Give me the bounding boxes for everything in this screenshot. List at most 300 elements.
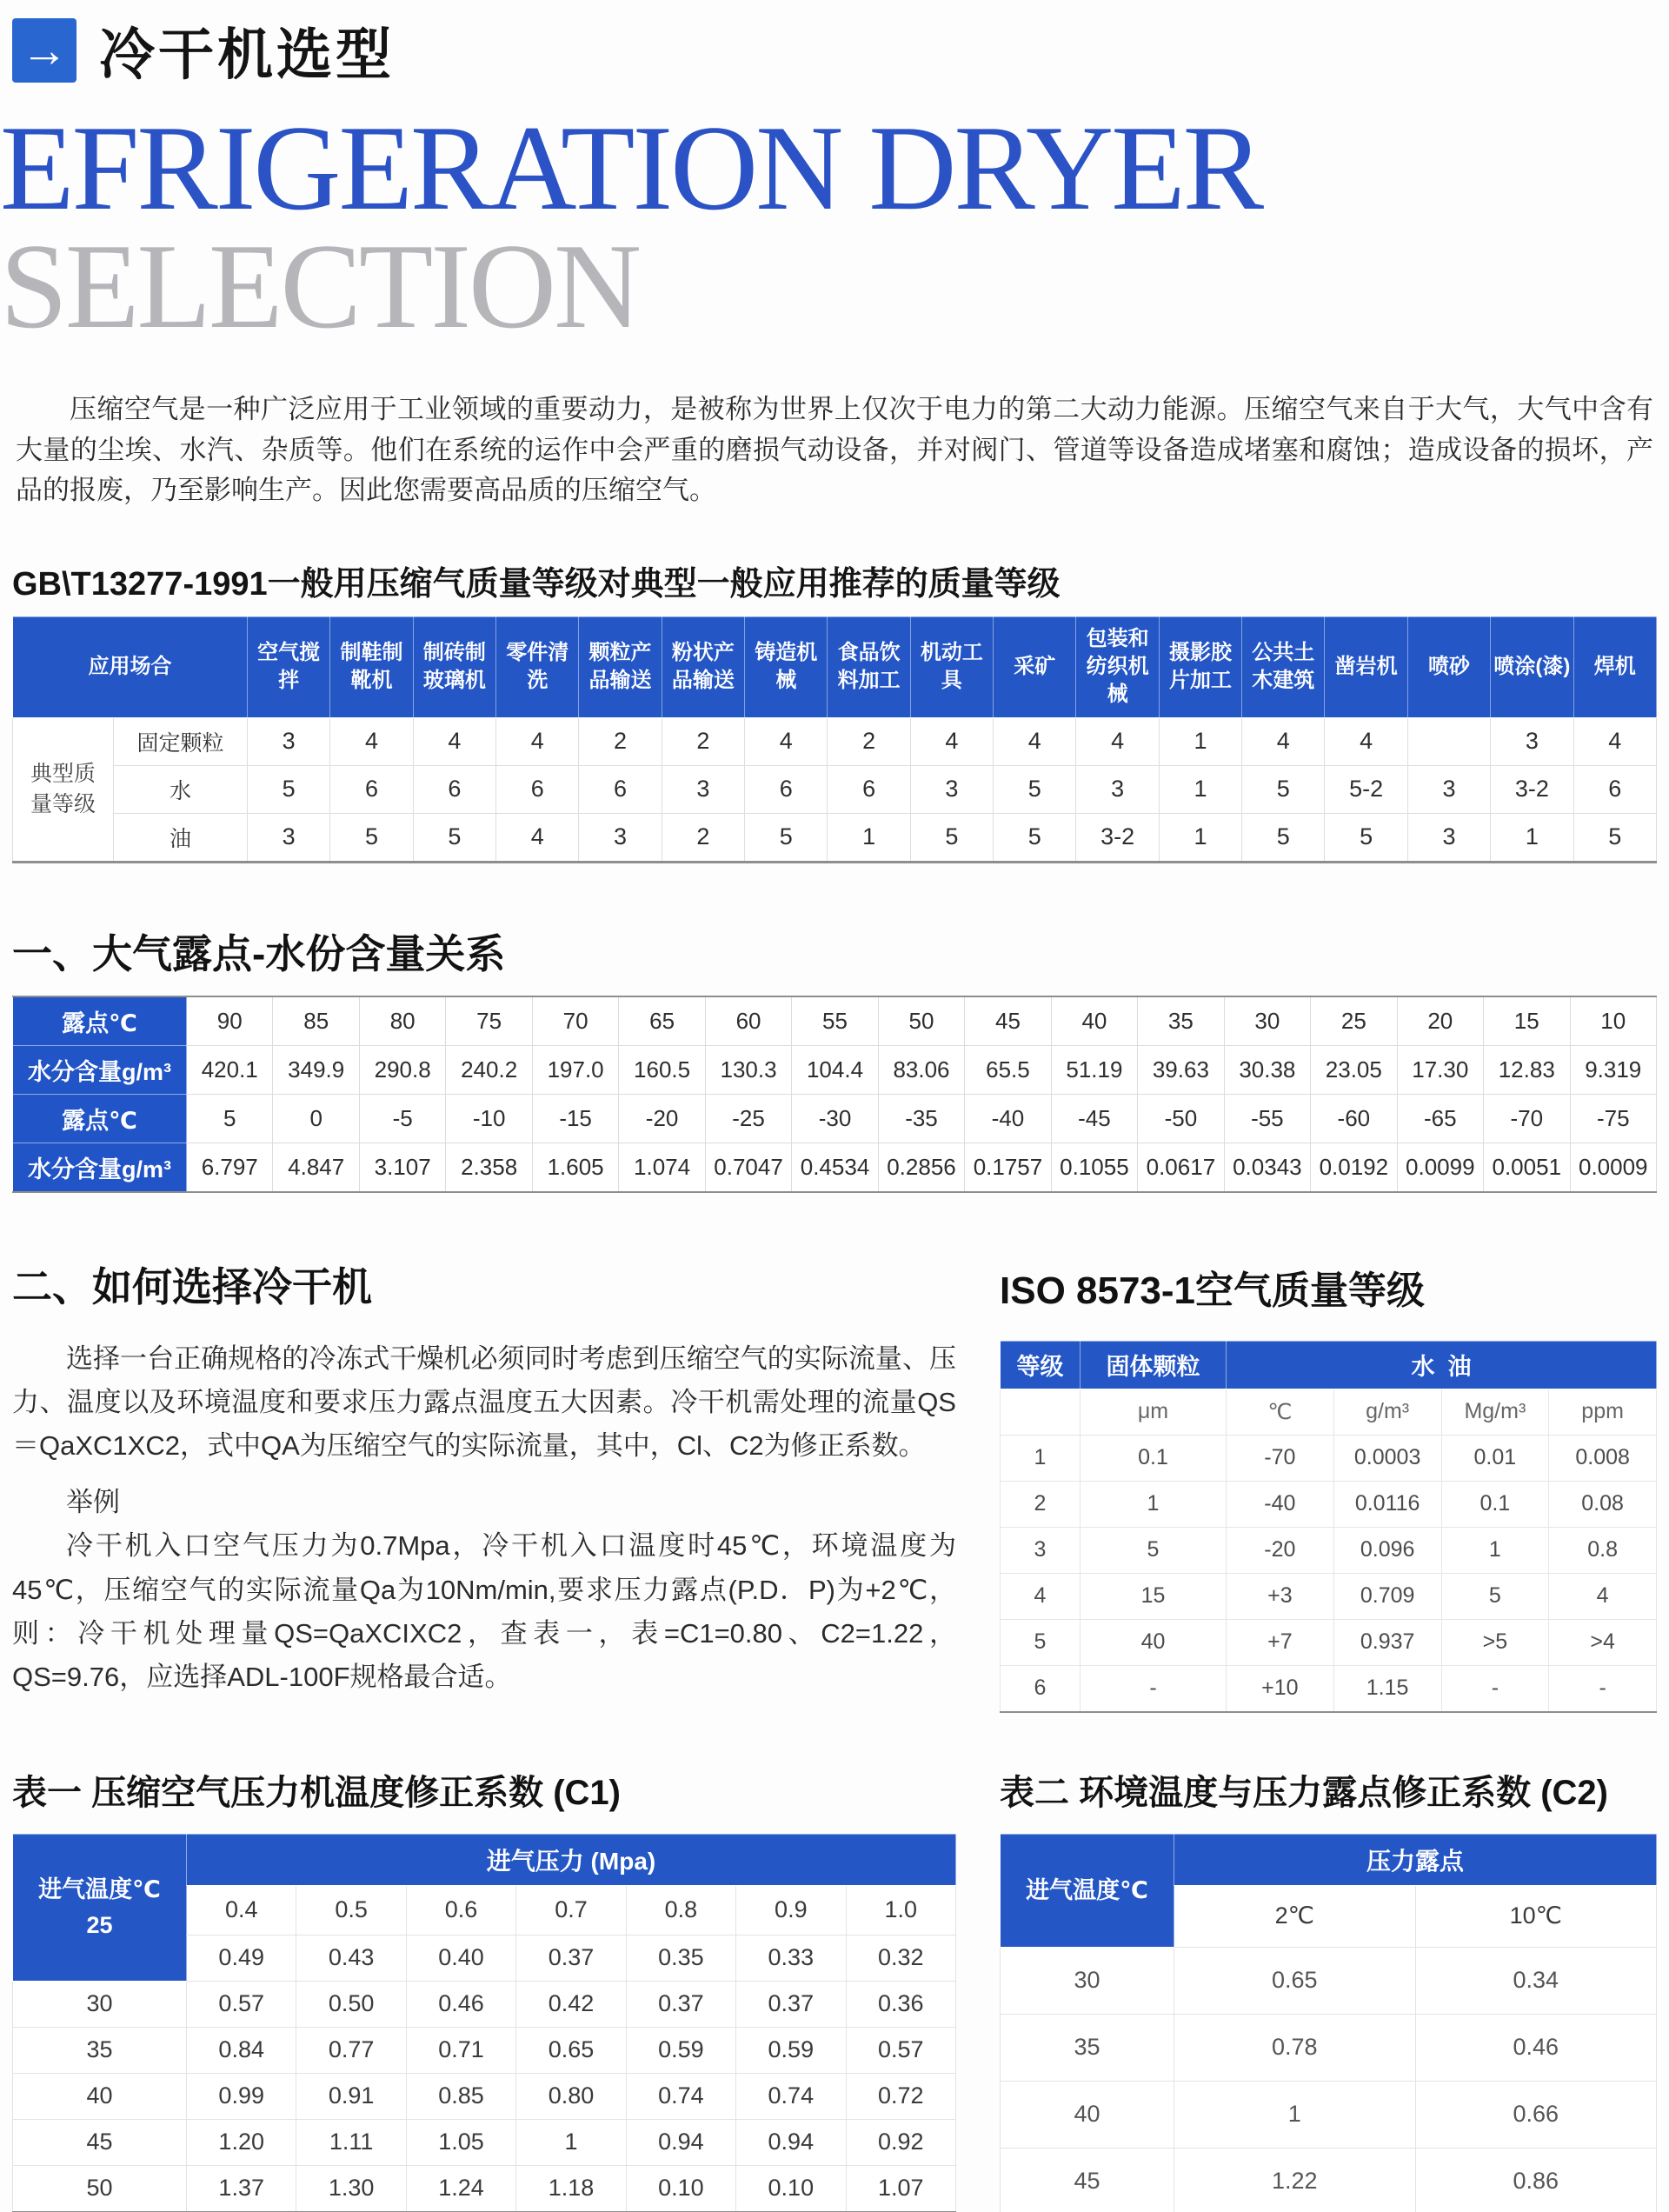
table-cell: -40 bbox=[965, 1094, 1051, 1143]
table-cell: 6 bbox=[330, 765, 413, 813]
table-cell: 0.91 bbox=[296, 2073, 406, 2119]
iso-section bbox=[1000, 1256, 1657, 1713]
t2-row-label: 35 bbox=[1001, 2014, 1174, 2081]
table-cell: >4 bbox=[1549, 1619, 1657, 1665]
table-cell: 5 bbox=[1242, 765, 1325, 813]
table-cell: 0.937 bbox=[1333, 1619, 1441, 1665]
gb-group-label: 典型质量等级 bbox=[13, 717, 114, 862]
table-cell: 90 bbox=[187, 996, 273, 1046]
table-cell: 1.07 bbox=[846, 2165, 955, 2212]
table-cell: 0.85 bbox=[406, 2073, 515, 2119]
table-cell: 0.10 bbox=[626, 2165, 735, 2212]
t2-corner-header: 进气温度℃ bbox=[1001, 1834, 1174, 1947]
table-cell: 0.46 bbox=[1415, 2014, 1657, 2081]
table-cell: 349.9 bbox=[273, 1045, 359, 1094]
table-cell: 3 bbox=[1491, 717, 1573, 765]
t2-row-label: 45 bbox=[1001, 2148, 1174, 2212]
middle-columns bbox=[12, 1256, 1657, 1713]
table-cell: 4 bbox=[1001, 1573, 1081, 1619]
table-cell: -10 bbox=[446, 1094, 532, 1143]
intro-paragraph: 压缩空气是一种广泛应用于工业领域的重要动力，是被称为世界上仅次于电力的第二大动力能源。压缩空气来自于大气，大气中含有大量的尘埃、水汽、杂质等。他们在系统的运作中会严重的磨损气动设备，并对阀门、管道等设备造成堵塞和腐蚀；造成设备的损坏，产品的报废，乃至影响生产。因此您需要高品质的压缩空气。 bbox=[16, 394, 1653, 505]
table-cell: 0.77 bbox=[296, 2027, 406, 2073]
gb-section-title: GB\T13277-1991一般用压缩气质量等级对典型一般应用推荐的质量等级 bbox=[12, 565, 1061, 603]
iso-row bbox=[1001, 1527, 1657, 1573]
table-cell: -70 bbox=[1484, 1094, 1570, 1143]
table-cell: 10 bbox=[1570, 996, 1657, 1046]
page-header bbox=[12, 10, 1657, 90]
gb-column-header: 铸造机械 bbox=[745, 616, 828, 717]
how-to-select-section bbox=[12, 1256, 956, 1700]
t1-row-label: 50 bbox=[13, 2165, 187, 2212]
table-cell: 3 bbox=[248, 717, 330, 765]
table-cell: 1.05 bbox=[406, 2119, 515, 2165]
gb-column-header: 公共土木建筑 bbox=[1242, 616, 1325, 717]
table-cell: 5 bbox=[1441, 1573, 1549, 1619]
table-cell: 6 bbox=[745, 765, 828, 813]
table-cell: 0.99 bbox=[187, 2073, 296, 2119]
gb-column-header: 喷涂(漆) bbox=[1491, 616, 1573, 717]
table-cell: 1.18 bbox=[516, 2165, 626, 2212]
t1-row-label: 30 bbox=[13, 1981, 187, 2027]
table-cell: 0.1 bbox=[1081, 1435, 1227, 1481]
table-cell: -25 bbox=[705, 1094, 791, 1143]
table-cell: 5 bbox=[330, 813, 413, 862]
gb-column-header: 粉状产品输送 bbox=[662, 616, 744, 717]
table-cell: 60 bbox=[705, 996, 791, 1046]
table-cell: 3 bbox=[248, 813, 330, 862]
table-cell: 0.8 bbox=[1549, 1527, 1657, 1573]
table-cell: -20 bbox=[1227, 1527, 1334, 1573]
c1-correction-table bbox=[12, 1834, 956, 2212]
table-cell: 4 bbox=[496, 717, 579, 765]
table-cell: -45 bbox=[1051, 1094, 1137, 1143]
gb-column-header: 空气搅拌 bbox=[248, 616, 330, 717]
table-cell: 104.4 bbox=[792, 1045, 878, 1094]
t1-row bbox=[13, 2119, 956, 2165]
table-cell: 5 bbox=[1573, 813, 1657, 862]
table-cell: 65.5 bbox=[965, 1045, 1051, 1094]
table-cell: >5 bbox=[1441, 1619, 1549, 1665]
gb-column-header: 摄影胶片加工 bbox=[1159, 616, 1241, 717]
table-cell: 0.65 bbox=[1174, 1947, 1416, 2014]
iso-unit-cell: μm bbox=[1081, 1389, 1227, 1435]
table-cell: 3 bbox=[579, 813, 662, 862]
table-cell: -15 bbox=[532, 1094, 618, 1143]
t2-body bbox=[1001, 1947, 1657, 2212]
page-title: 冷干机选型 bbox=[99, 23, 395, 86]
gb-corner-header: 应用场合 bbox=[13, 616, 248, 717]
iso-row bbox=[1001, 1481, 1657, 1527]
table-cell: 0.7047 bbox=[705, 1143, 791, 1192]
table-cell: -35 bbox=[878, 1094, 964, 1143]
table-cell: 4 bbox=[330, 717, 413, 765]
table-cell: 160.5 bbox=[619, 1045, 705, 1094]
table-cell: 4 bbox=[745, 717, 828, 765]
t1-body bbox=[13, 1981, 956, 2212]
table-cell: 0.57 bbox=[187, 1981, 296, 2027]
table-cell: 1 bbox=[1001, 1435, 1081, 1481]
table-cell: 4 bbox=[1549, 1573, 1657, 1619]
gb-row-label: 油 bbox=[114, 813, 248, 862]
table-cell: 1 bbox=[1159, 717, 1241, 765]
table1-title: 表一 压缩空气压力机温度修正系数 (C1) bbox=[12, 1773, 621, 1812]
dew-row-label: 露点℃ bbox=[13, 1094, 187, 1143]
table-cell: 1 bbox=[1159, 765, 1241, 813]
gb-column-header: 机动工具 bbox=[910, 616, 993, 717]
table-cell: 0.0617 bbox=[1138, 1143, 1224, 1192]
table-cell: - bbox=[1441, 1665, 1549, 1712]
t2-row-label: 30 bbox=[1001, 1947, 1174, 2014]
t1-pressure-cell: 0.9 bbox=[736, 1885, 846, 1935]
iso-unit-cell: Mg/m³ bbox=[1441, 1389, 1549, 1435]
table-cell: 1.24 bbox=[406, 2165, 515, 2212]
table-cell: 0.0009 bbox=[1570, 1143, 1657, 1192]
gb-body bbox=[13, 717, 1657, 862]
table-cell: 0.65 bbox=[516, 2027, 626, 2073]
gb-row bbox=[13, 717, 1657, 765]
table-cell: 6 bbox=[579, 765, 662, 813]
t1-pressure-cell: 0.7 bbox=[516, 1885, 626, 1935]
table-cell: 0.32 bbox=[846, 1935, 955, 1981]
table-cell: 0.37 bbox=[736, 1981, 846, 2027]
t2-row bbox=[1001, 1947, 1657, 2014]
t1-pressure-cell: 0.8 bbox=[626, 1885, 735, 1935]
t2-dew-header: 压力露点 bbox=[1174, 1834, 1657, 1885]
table-cell: -5 bbox=[359, 1094, 445, 1143]
t1-pressure-cell: 0.6 bbox=[406, 1885, 515, 1935]
table-cell: 1 bbox=[1174, 2081, 1416, 2148]
iso-header-row bbox=[1001, 1341, 1657, 1389]
section2-paragraph-1: 选择一台正确规格的冷冻式干燥机必须同时考虑到压缩空气的实际流量、压力、温度以及环境温度和要求压力露点温度五大因素。冷干机需处理的流量QS＝QaXC1XC2，式中QA为压缩空气的实际流量，其中，Cl、C2为修正系数。 bbox=[12, 1343, 956, 1462]
table-cell: +10 bbox=[1227, 1665, 1334, 1712]
table-cell: 6.797 bbox=[187, 1143, 273, 1192]
table-cell: 4 bbox=[413, 717, 495, 765]
table-cell: 51.19 bbox=[1051, 1045, 1137, 1094]
table-cell: 0.1 bbox=[1441, 1481, 1549, 1527]
table-cell: 2 bbox=[662, 813, 744, 862]
dew-row-label: 水分含量g/m³ bbox=[13, 1045, 187, 1094]
gb-header-row bbox=[13, 616, 1657, 717]
table-cell: 15 bbox=[1081, 1573, 1227, 1619]
table-cell: 290.8 bbox=[359, 1045, 445, 1094]
dew-row-label: 露点℃ bbox=[13, 996, 187, 1046]
table-cell: 5 bbox=[994, 813, 1076, 862]
iso-grade-header: 等级 bbox=[1001, 1341, 1081, 1389]
table-cell: 1.20 bbox=[187, 2119, 296, 2165]
table-cell: 1.37 bbox=[187, 2165, 296, 2212]
table-cell: 35 bbox=[1138, 996, 1224, 1046]
table-cell: 6 bbox=[496, 765, 579, 813]
table-cell: -40 bbox=[1227, 1481, 1334, 1527]
table-cell: 5 bbox=[994, 765, 1076, 813]
table-cell: 0.84 bbox=[187, 2027, 296, 2073]
t2-row bbox=[1001, 2014, 1657, 2081]
table-cell: 6 bbox=[828, 765, 910, 813]
table-cell: 0.1055 bbox=[1051, 1143, 1137, 1192]
t1-corner-header bbox=[13, 1834, 187, 1981]
t1-pressure-cell: 0.5 bbox=[296, 1885, 406, 1935]
table-cell: 4 bbox=[1242, 717, 1325, 765]
table-cell: 197.0 bbox=[532, 1045, 618, 1094]
table-cell: -30 bbox=[792, 1094, 878, 1143]
table-cell: 3 bbox=[910, 765, 993, 813]
table-cell: 3 bbox=[1407, 813, 1490, 862]
iso-title: ISO 8573-1空气质量等级 bbox=[1000, 1269, 1426, 1312]
table-cell: 55 bbox=[792, 996, 878, 1046]
table-cell: 3 bbox=[1001, 1527, 1081, 1573]
gb-column-header: 喷砂 bbox=[1407, 616, 1490, 717]
table-cell: 0.008 bbox=[1549, 1435, 1657, 1481]
table-cell: 70 bbox=[532, 996, 618, 1046]
table-cell: +3 bbox=[1227, 1573, 1334, 1619]
section2-title: 二、如何选择冷干机 bbox=[12, 1263, 372, 1309]
t1-pressure-cell: 0.4 bbox=[187, 1885, 296, 1935]
table-cell: 0.50 bbox=[296, 1981, 406, 2027]
table-cell: 0.37 bbox=[516, 1935, 626, 1981]
table-cell: 5 bbox=[1325, 813, 1407, 862]
table-cell: -70 bbox=[1227, 1435, 1334, 1481]
dew-row bbox=[13, 1094, 1657, 1143]
table-cell: 30 bbox=[1224, 996, 1310, 1046]
table-cell: 0.4534 bbox=[792, 1143, 878, 1192]
table-cell: 4 bbox=[496, 813, 579, 862]
gb-column-header: 零件清洗 bbox=[496, 616, 579, 717]
table-cell: 9.319 bbox=[1570, 1045, 1657, 1094]
table-cell: 1 bbox=[828, 813, 910, 862]
table-cell: 1.30 bbox=[296, 2165, 406, 2212]
table-cell: 5 bbox=[413, 813, 495, 862]
example-label: 举例 bbox=[66, 1487, 120, 1518]
dew-body bbox=[13, 996, 1657, 1192]
iso-body bbox=[1001, 1435, 1657, 1712]
table-cell: 0.709 bbox=[1333, 1573, 1441, 1619]
table-cell: 1 bbox=[1491, 813, 1573, 862]
iso-row bbox=[1001, 1435, 1657, 1481]
table-cell: 0.35 bbox=[626, 1935, 735, 1981]
iso-units-row bbox=[1001, 1389, 1657, 1435]
table-cell: 0.34 bbox=[1415, 1947, 1657, 2014]
table-cell: - bbox=[1081, 1665, 1227, 1712]
table-cell: 0 bbox=[273, 1094, 359, 1143]
table-cell: 5 bbox=[187, 1094, 273, 1143]
big-subtitle-en: SELECTION bbox=[0, 219, 640, 354]
iso-solid-header: 固体颗粒 bbox=[1081, 1341, 1227, 1389]
t1-row-label: 35 bbox=[13, 2027, 187, 2073]
table-cell: 45 bbox=[965, 996, 1051, 1046]
big-title-en: EFRIGERATION DRYER bbox=[0, 101, 1262, 236]
table-cell: -50 bbox=[1138, 1094, 1224, 1143]
dew-point-table bbox=[12, 996, 1657, 1193]
t2-header-row bbox=[1001, 1834, 1657, 1885]
table-cell: 0.71 bbox=[406, 2027, 515, 2073]
table-cell: 1 bbox=[1159, 813, 1241, 862]
table-cell: 0.72 bbox=[846, 2073, 955, 2119]
table-cell: 0.46 bbox=[406, 1981, 515, 2027]
table-cell: 1.15 bbox=[1333, 1665, 1441, 1712]
table-cell: 40 bbox=[1051, 996, 1137, 1046]
table-cell: 85 bbox=[273, 996, 359, 1046]
iso-water-oil-header: 水 油 bbox=[1227, 1341, 1657, 1389]
table-cell: 4 bbox=[994, 717, 1076, 765]
dew-row-label: 水分含量g/m³ bbox=[13, 1143, 187, 1192]
iso-unit-cell: ppm bbox=[1549, 1389, 1657, 1435]
table-cell: 40 bbox=[1081, 1619, 1227, 1665]
table-cell: 1 bbox=[1081, 1481, 1227, 1527]
gb-column-header: 颗粒产品输送 bbox=[579, 616, 662, 717]
iso-quality-table bbox=[1000, 1341, 1657, 1713]
table-cell: -75 bbox=[1570, 1094, 1657, 1143]
table-cell: 3 bbox=[1076, 765, 1159, 813]
gb-column-header: 凿岩机 bbox=[1325, 616, 1407, 717]
table-cell: 4 bbox=[1325, 717, 1407, 765]
table-cell: 3-2 bbox=[1491, 765, 1573, 813]
table-cell: 420.1 bbox=[187, 1045, 273, 1094]
table-cell: 12.83 bbox=[1484, 1045, 1570, 1094]
table-cell: 5 bbox=[910, 813, 993, 862]
table-cell: 1.11 bbox=[296, 2119, 406, 2165]
gb-row bbox=[13, 813, 1657, 862]
t2-dew-cell: 10℃ bbox=[1415, 1885, 1657, 1947]
table-cell: 0.59 bbox=[626, 2027, 735, 2073]
t1-corner-line1: 进气温度℃ bbox=[38, 1876, 161, 1903]
t2-dew-cell: 2℃ bbox=[1174, 1885, 1416, 1947]
dew-row bbox=[13, 996, 1657, 1046]
table-cell: 3 bbox=[662, 765, 744, 813]
table-cell: 25 bbox=[1311, 996, 1397, 1046]
table-cell: 3-2 bbox=[1076, 813, 1159, 862]
iso-unit-cell bbox=[1001, 1389, 1081, 1435]
table-cell: 240.2 bbox=[446, 1045, 532, 1094]
t2-row-label: 40 bbox=[1001, 2081, 1174, 2148]
table-cell: -20 bbox=[619, 1094, 705, 1143]
iso-row bbox=[1001, 1665, 1657, 1712]
table-cell: 0.94 bbox=[736, 2119, 846, 2165]
table-cell: 80 bbox=[359, 996, 445, 1046]
table-cell: 20 bbox=[1397, 996, 1483, 1046]
table-cell: 0.36 bbox=[846, 1981, 955, 2027]
table-cell: 15 bbox=[1484, 996, 1570, 1046]
table-cell: 0.59 bbox=[736, 2027, 846, 2073]
t1-header-row bbox=[13, 1834, 956, 1885]
gb-column-header: 制鞋制靴机 bbox=[330, 616, 413, 717]
iso-row bbox=[1001, 1619, 1657, 1665]
table-cell: 4 bbox=[910, 717, 993, 765]
t1-pressure-header: 进气压力 (Mpa) bbox=[187, 1834, 956, 1885]
table-cell: 0.2856 bbox=[878, 1143, 964, 1192]
t1-pressure-cell: 1.0 bbox=[846, 1885, 955, 1935]
table-cell: 0.0192 bbox=[1311, 1143, 1397, 1192]
table-cell: 3.107 bbox=[359, 1143, 445, 1192]
table-cell: 0.08 bbox=[1549, 1481, 1657, 1527]
table-cell: 0.0003 bbox=[1333, 1435, 1441, 1481]
table-cell: 0.33 bbox=[736, 1935, 846, 1981]
t1-row-label: 45 bbox=[13, 2119, 187, 2165]
table-cell: 30.38 bbox=[1224, 1045, 1310, 1094]
table-cell: 0.37 bbox=[626, 1981, 735, 2027]
table-cell: 5 bbox=[248, 765, 330, 813]
table-cell: -65 bbox=[1397, 1094, 1483, 1143]
table-cell: 0.74 bbox=[736, 2073, 846, 2119]
section1-title: 一、大气露点-水份含量关系 bbox=[12, 930, 506, 976]
t1-row bbox=[13, 1981, 956, 2027]
table-cell: 2.358 bbox=[446, 1143, 532, 1192]
table-cell: 0.0343 bbox=[1224, 1143, 1310, 1192]
table-cell: 0.49 bbox=[187, 1935, 296, 1981]
table-cell: 0.01 bbox=[1441, 1435, 1549, 1481]
table-cell: +7 bbox=[1227, 1619, 1334, 1665]
gb-quality-table bbox=[12, 616, 1657, 863]
t1-row-label: 40 bbox=[13, 2073, 187, 2119]
dew-row bbox=[13, 1143, 1657, 1192]
table-cell: 0.74 bbox=[626, 2073, 735, 2119]
gb-column-header: 焊机 bbox=[1573, 616, 1657, 717]
t2-row bbox=[1001, 2081, 1657, 2148]
table-cell: 0.92 bbox=[846, 2119, 955, 2165]
table-cell: 2 bbox=[662, 717, 744, 765]
table-cell: 6 bbox=[1573, 765, 1657, 813]
table-cell: 5 bbox=[1081, 1527, 1227, 1573]
table-cell: 0.40 bbox=[406, 1935, 515, 1981]
table-cell: 1 bbox=[516, 2119, 626, 2165]
table-cell bbox=[1407, 717, 1490, 765]
table-cell: 0.57 bbox=[846, 2027, 955, 2073]
table-cell: 0.86 bbox=[1415, 2148, 1657, 2212]
table-cell: 39.63 bbox=[1138, 1045, 1224, 1094]
table-cell: 0.10 bbox=[736, 2165, 846, 2212]
table-cell: 0.80 bbox=[516, 2073, 626, 2119]
iso-unit-cell: g/m³ bbox=[1333, 1389, 1441, 1435]
t1-corner-line2: 25 bbox=[86, 1911, 113, 1938]
table-cell: 130.3 bbox=[705, 1045, 791, 1094]
table-cell: 0.1757 bbox=[965, 1143, 1051, 1192]
table-cell: 65 bbox=[619, 996, 705, 1046]
c2-correction-table bbox=[1000, 1834, 1657, 2212]
gb-row-label: 水 bbox=[114, 765, 248, 813]
table-cell: 0.0116 bbox=[1333, 1481, 1441, 1527]
iso-row bbox=[1001, 1573, 1657, 1619]
gb-column-header: 制砖制玻璃机 bbox=[413, 616, 495, 717]
table-cell: 4 bbox=[1076, 717, 1159, 765]
table-cell: 75 bbox=[446, 996, 532, 1046]
dew-row bbox=[13, 1045, 1657, 1094]
table-cell: 1 bbox=[1441, 1527, 1549, 1573]
table-cell: 1.22 bbox=[1174, 2148, 1416, 2212]
table-cell: 50 bbox=[878, 996, 964, 1046]
gb-column-header: 采矿 bbox=[994, 616, 1076, 717]
table-cell: 17.30 bbox=[1397, 1045, 1483, 1094]
gb-column-header: 食品饮料加工 bbox=[828, 616, 910, 717]
gb-column-header: 包装和纺织机械 bbox=[1076, 616, 1159, 717]
table1-section bbox=[12, 1765, 956, 2212]
table-cell: - bbox=[1549, 1665, 1657, 1712]
table-cell: 5 bbox=[1001, 1619, 1081, 1665]
section2-paragraph-2: 冷干机入口空气压力为0.7Mpa，冷干机入口温度时45℃，环境温度为45℃，压缩空气的实际流量Qa为10Nm/min,要求压力露点(P.D．P)为+2℃，则：冷干机处理量QS=QaXCIXC2，查表一，表=C1=0.80、C2=1.22，QS=9.76，应选择ADL-100F规格最合适。 bbox=[12, 1530, 956, 1692]
table-cell: 6 bbox=[1001, 1665, 1081, 1712]
t1-row bbox=[13, 2073, 956, 2119]
gb-row bbox=[13, 765, 1657, 813]
table2-section bbox=[1000, 1765, 1657, 2212]
table-cell: 23.05 bbox=[1311, 1045, 1397, 1094]
table-cell: 0.096 bbox=[1333, 1527, 1441, 1573]
table-cell: 1.074 bbox=[619, 1143, 705, 1192]
table-cell: 5-2 bbox=[1325, 765, 1407, 813]
table-cell: 6 bbox=[413, 765, 495, 813]
bottom-columns bbox=[12, 1765, 1657, 2212]
gb-row-label: 固定颗粒 bbox=[114, 717, 248, 765]
table2-title: 表二 环境温度与压力露点修正系数 (C2) bbox=[1000, 1773, 1608, 1812]
table-cell: 0.94 bbox=[626, 2119, 735, 2165]
table-cell: 4 bbox=[1573, 717, 1657, 765]
